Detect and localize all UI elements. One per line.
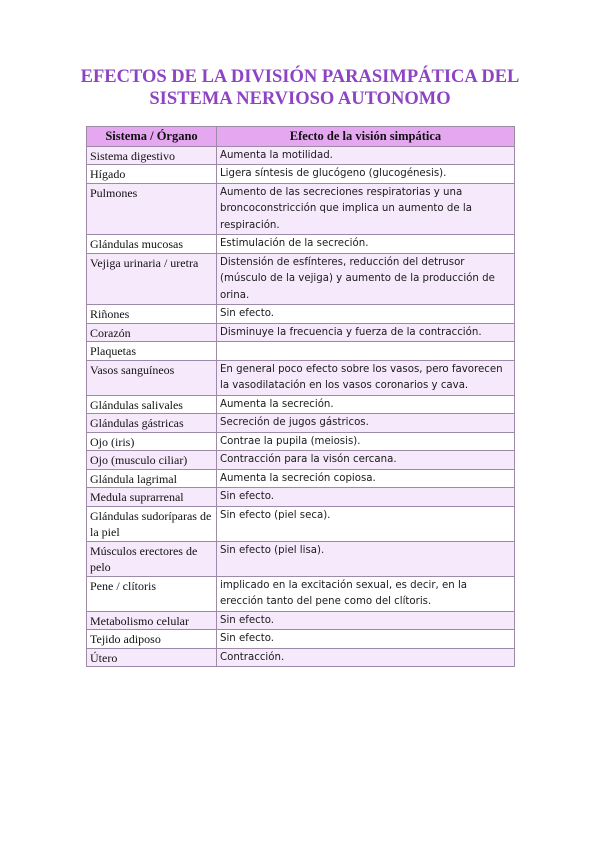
table-row xyxy=(87,611,515,630)
organ-cell: Ojo (musculo ciliar) xyxy=(87,451,217,470)
table-row xyxy=(87,414,515,433)
table-row xyxy=(87,432,515,451)
effect-cell: Sin efecto. xyxy=(217,630,515,649)
table-row xyxy=(87,305,515,324)
effect-cell: Secreción de jugos gástricos. xyxy=(217,414,515,433)
effect-cell: Sin efecto. xyxy=(217,305,515,324)
organ-cell: Plaquetas xyxy=(87,342,217,361)
organ-cell: Corazón xyxy=(87,323,217,342)
effect-cell: Aumenta la secreción copiosa. xyxy=(217,469,515,488)
table-row xyxy=(87,253,515,305)
table-row xyxy=(87,146,515,165)
effect-cell: Aumenta la secreción. xyxy=(217,395,515,414)
organ-cell: Vasos sanguíneos xyxy=(87,360,217,395)
effect-cell: Sin efecto (piel seca). xyxy=(217,506,515,541)
effect-cell: Disminuye la frecuencia y fuerza de la contracción. xyxy=(217,323,515,342)
effect-cell: Contracción para la visón cercana. xyxy=(217,451,515,470)
effect-cell: Contracción. xyxy=(217,648,515,667)
table-body xyxy=(87,146,515,667)
effect-cell: Distensión de esfínteres, reducción del detrusor (músculo de la vejiga) y aumento de la producción de orina. xyxy=(217,253,515,305)
title-line-1: EFECTOS DE LA DIVISIÓN PARASIMPÁTICA DEL xyxy=(80,67,520,87)
effects-table xyxy=(86,126,515,667)
title-line-2: SISTEMA NERVIOSO AUTONOMO xyxy=(149,89,451,109)
table-header xyxy=(87,127,515,147)
effect-cell: implicado en la excitación sexual, es decir, en la erección tanto del pene como del clítoris. xyxy=(217,576,515,611)
table-row xyxy=(87,395,515,414)
table-row xyxy=(87,342,515,361)
organ-cell: Ojo (iris) xyxy=(87,432,217,451)
effect-cell: Aumento de las secreciones respiratorias y una broncoconstricción que implica un aumento de la respiración. xyxy=(217,183,515,235)
organ-cell: Útero xyxy=(87,648,217,667)
organ-cell: Hígado xyxy=(87,165,217,184)
table-row xyxy=(87,630,515,649)
table-row xyxy=(87,235,515,254)
effect-cell: Estimulación de la secreción. xyxy=(217,235,515,254)
organ-cell: Glándulas salivales xyxy=(87,395,217,414)
organ-cell: Glándula lagrimal xyxy=(87,469,217,488)
organ-cell: Glándulas gástricas xyxy=(87,414,217,433)
effect-cell: Sin efecto. xyxy=(217,611,515,630)
organ-cell: Glándulas mucosas xyxy=(87,235,217,254)
table-row xyxy=(87,323,515,342)
organ-cell: Músculos erectores de pelo xyxy=(87,541,217,576)
table-row xyxy=(87,541,515,576)
organ-cell: Glándulas sudoríparas de la piel xyxy=(87,506,217,541)
table-row xyxy=(87,183,515,235)
effect-cell: Sin efecto. xyxy=(217,488,515,507)
header-row xyxy=(87,127,515,147)
table-row xyxy=(87,360,515,395)
effect-cell: Contrae la pupila (meiosis). xyxy=(217,432,515,451)
table-row xyxy=(87,451,515,470)
effect-cell: Sin efecto (piel lisa). xyxy=(217,541,515,576)
table-row xyxy=(87,469,515,488)
effect-cell: Ligera síntesis de glucógeno (glucogénesis). xyxy=(217,165,515,184)
organ-cell: Vejiga urinaria / uretra xyxy=(87,253,217,305)
effect-cell: Aumenta la motilidad. xyxy=(217,146,515,165)
organ-cell: Pulmones xyxy=(87,183,217,235)
organ-cell: Sistema digestivo xyxy=(87,146,217,165)
effect-cell xyxy=(217,342,515,361)
table-row xyxy=(87,576,515,611)
table-row xyxy=(87,648,515,667)
organ-cell: Pene / clítoris xyxy=(87,576,217,611)
table-row xyxy=(87,506,515,541)
organ-cell: Tejido adiposo xyxy=(87,630,217,649)
header-effect: Efecto de la visión simpática xyxy=(217,127,515,147)
table-row xyxy=(87,488,515,507)
header-organ: Sistema / Órgano xyxy=(87,127,217,147)
organ-cell: Riñones xyxy=(87,305,217,324)
organ-cell: Medula suprarrenal xyxy=(87,488,217,507)
table-row xyxy=(87,165,515,184)
organ-cell: Metabolismo celular xyxy=(87,611,217,630)
document-title xyxy=(60,66,540,110)
effect-cell: En general poco efecto sobre los vasos, pero favorecen la vasodilatación en los vasos coronarios y cava. xyxy=(217,360,515,395)
